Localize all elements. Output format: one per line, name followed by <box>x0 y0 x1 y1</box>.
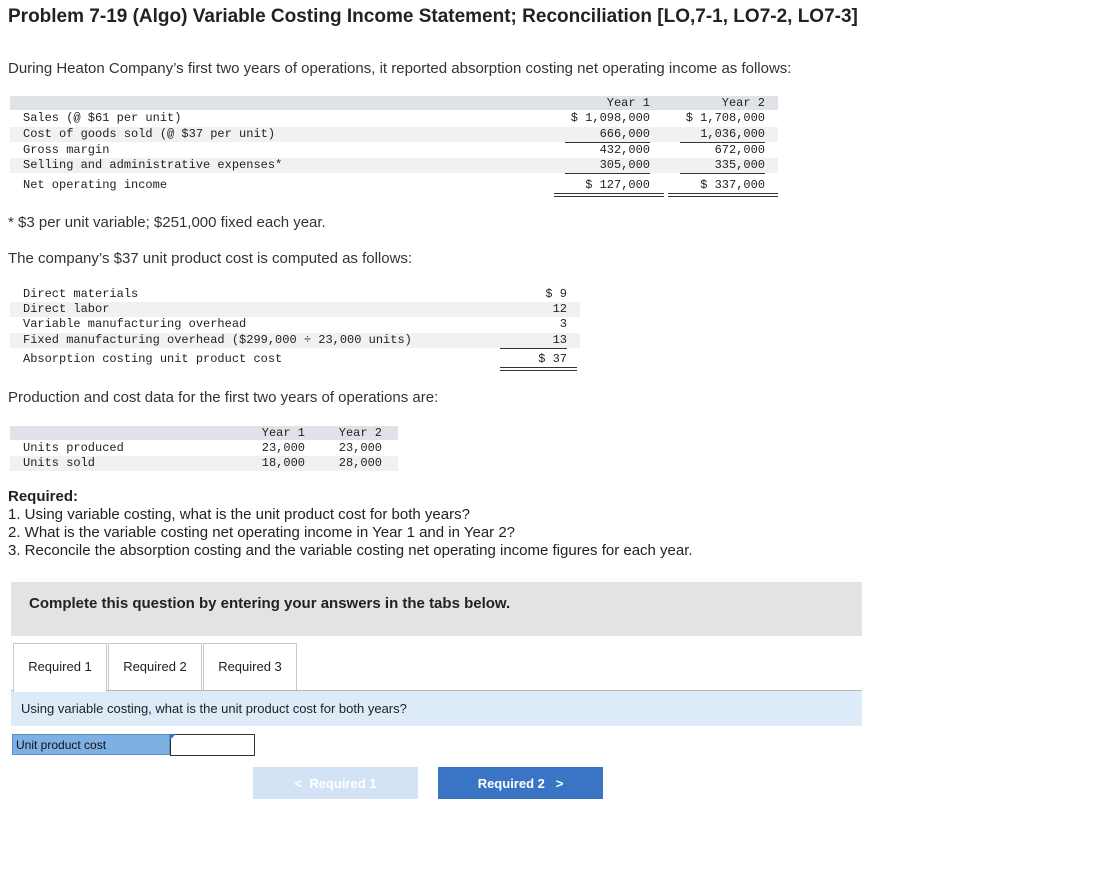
prev-required-button[interactable] <box>253 767 418 799</box>
required-heading: Required: <box>8 488 79 505</box>
row-label: Sales (@ $61 per unit) <box>23 111 182 125</box>
row-label: Units sold <box>23 456 96 470</box>
instructions-banner <box>11 582 862 636</box>
row-value-year2: 23,000 <box>338 441 382 455</box>
row-value-year1: 18,000 <box>261 456 305 470</box>
input-flag-icon <box>170 734 176 740</box>
row-label: Cost of goods sold (@ $37 per unit) <box>23 127 276 141</box>
production-table <box>10 426 398 472</box>
production-col-year1: Year 1 <box>261 426 305 440</box>
table-row <box>10 178 778 193</box>
instructions-text: Complete this question by entering your answers in the tabs below. <box>29 595 511 612</box>
question-bar <box>11 691 862 726</box>
row-value-year2: 28,000 <box>338 456 382 470</box>
row-value-year1: $ 127,000 <box>585 178 650 192</box>
row-value-year1: 432,000 <box>599 143 650 157</box>
row-label: Fixed manufacturing overhead ($299,000 ÷ 23,000 units) <box>23 333 412 347</box>
row-value-year2: 672,000 <box>714 143 765 157</box>
unit-product-cost-label: Unit product cost <box>12 734 170 755</box>
row-value-year1: 23,000 <box>261 441 305 455</box>
row-label: Net operating income <box>23 178 168 192</box>
table-row <box>10 111 778 126</box>
next-button-label: Required 2 <box>477 775 545 791</box>
question-text: Using variable costing, what is the unit product cost for both years? <box>21 701 407 716</box>
row-value: $ 37 <box>538 352 567 366</box>
row-value-year2: $ 337,000 <box>700 178 765 192</box>
row-label: Selling and administrative expenses* <box>23 158 283 172</box>
row-label: Direct materials <box>23 287 139 301</box>
page-title: Problem 7-19 (Algo) Variable Costing Income Statement; Reconciliation [LO,7-1, LO7-2, LO7-3] <box>8 6 858 27</box>
row-value-year1: 666,000 <box>565 127 650 143</box>
unit-product-cost-input[interactable] <box>170 734 255 756</box>
table-row <box>10 333 580 348</box>
double-underline <box>500 367 577 371</box>
table-row <box>10 158 778 173</box>
chevron-right-icon: > <box>555 775 564 791</box>
table-row <box>10 127 778 142</box>
prev-button-label: Required 1 <box>309 775 377 791</box>
double-underline <box>668 193 778 197</box>
table-row <box>10 302 580 317</box>
production-col-year2: Year 2 <box>338 426 382 440</box>
row-label: Units produced <box>23 441 124 455</box>
income-col-year1: Year 1 <box>606 96 650 110</box>
table-row <box>10 287 580 302</box>
unit-cost-table <box>10 287 580 373</box>
row-label: Gross margin <box>23 143 110 157</box>
table-row <box>10 143 778 158</box>
double-underline <box>554 193 664 197</box>
intro-text: During Heaton Company’s first two years of operations, it reported absorption costing net operating income as follows: <box>8 60 792 77</box>
cost-intro-text: The company’s $37 unit product cost is computed as follows: <box>8 250 413 267</box>
production-intro-text: Production and cost data for the first two years of operations are: <box>8 389 439 406</box>
tab-required-3[interactable]: Required 3 <box>203 643 297 690</box>
tab-required-1[interactable]: Required 1 <box>13 643 107 692</box>
row-value-year1: 305,000 <box>565 158 650 174</box>
row-value-year1: $ 1,098,000 <box>570 111 650 125</box>
row-label: Variable manufacturing overhead <box>23 317 247 331</box>
row-value: 13 <box>500 333 567 349</box>
row-value: 3 <box>559 317 567 331</box>
table-row <box>10 456 398 471</box>
row-value-year2: 1,036,000 <box>680 127 765 143</box>
table-row <box>10 317 580 332</box>
income-statement-table <box>10 96 778 201</box>
tab-required-2[interactable]: Required 2 <box>108 643 202 690</box>
chevron-left-icon: < <box>294 775 303 791</box>
table-row <box>10 441 398 456</box>
row-value-year2: $ 1,708,000 <box>685 111 765 125</box>
row-label: Absorption costing unit product cost <box>23 352 283 366</box>
row-value: $ 9 <box>545 287 567 301</box>
row-label: Direct labor <box>23 302 110 316</box>
row-value-year2: 335,000 <box>680 158 765 174</box>
next-required-button[interactable] <box>438 767 603 799</box>
footnote-text: * $3 per unit variable; $251,000 fixed each year. <box>8 214 326 231</box>
row-value: 12 <box>552 302 567 316</box>
required-item-3: 3. Reconcile the absorption costing and the variable costing net operating income figures for each year. <box>8 542 693 559</box>
income-col-year2: Year 2 <box>721 96 765 110</box>
required-item-1: 1. Using variable costing, what is the unit product cost for both years? <box>8 506 470 523</box>
required-item-2: 2. What is the variable costing net operating income in Year 1 and in Year 2? <box>8 524 516 541</box>
table-row <box>10 352 580 367</box>
